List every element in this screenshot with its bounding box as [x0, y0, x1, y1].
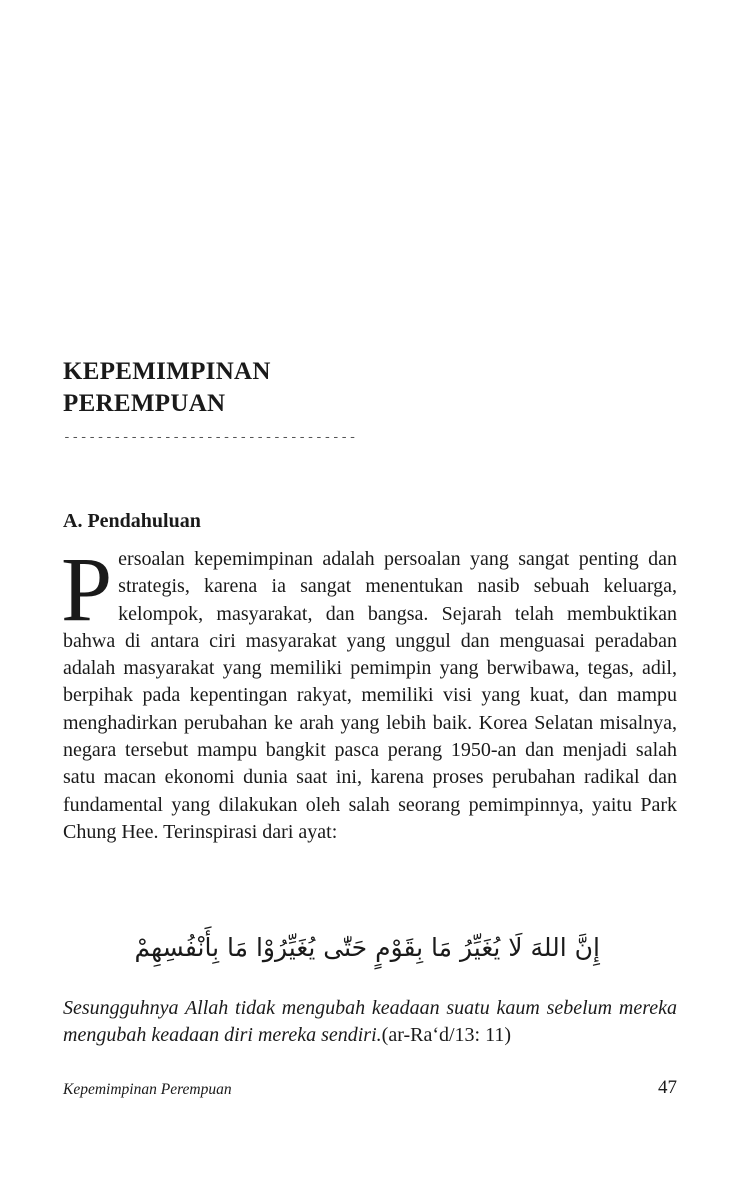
section-heading: A. Pendahuluan — [63, 510, 201, 532]
verse-translation-text: Sesungguhnya Allah tidak mengubah keadaan suatu kaum sebelum mereka mengubah keadaan diri mereka sendiri. — [63, 997, 677, 1046]
title-dashed-rule: ----------------------------------- — [63, 430, 358, 445]
verse-translation — [63, 995, 677, 1049]
chapter-title — [63, 356, 271, 420]
chapter-title-line-2: PEREMPUAN — [63, 390, 226, 417]
page-number: 47 — [658, 1077, 677, 1098]
drop-cap: P — [61, 538, 113, 640]
body-paragraph — [61, 538, 677, 846]
chapter-title-line-1: KEPEMIMPINAN — [63, 358, 271, 385]
running-footer-title: Kepemimpinan Perempuan — [63, 1081, 232, 1098]
verse-citation: (ar-Ra‘d/13: 11) — [381, 1024, 512, 1046]
arabic-verse: إِنَّ اللهَ لَا يُغَيِّرُ مَا بِقَوْمٍ حَتّٰى يُغَيِّرُوْا مَا بِأَنْفُسِهِمْ — [134, 933, 600, 962]
body-paragraph-text: ersoalan kepemimpinan adalah persoalan yang sangat penting dan strategis, karena ia sangat menentukan nasib sebuah keluarga, kelompok, masyarakat, dan bangsa. Sejarah telah membuktikan bahwa di antara ciri masyarakat yang unggul dan menguasai peradaban adalah masyarakat yang memiliki pemimpin yang berwibawa, tegas, adil, berpihak pada kepentingan rakyat, memiliki visi yang kuat, dan mampu menghadirkan perubahan ke arah yang lebih baik. Korea Selatan misalnya, negara tersebut mampu bangkit pasca perang 1950-an dan menjadi salah satu macan ekonomi dunia saat ini, karena proses perubahan radikal dan fundamental yang dilakukan oleh salah seorang pemimpinnya, yaitu Park Chung Hee. Terinspirasi dari ayat: — [63, 548, 677, 843]
